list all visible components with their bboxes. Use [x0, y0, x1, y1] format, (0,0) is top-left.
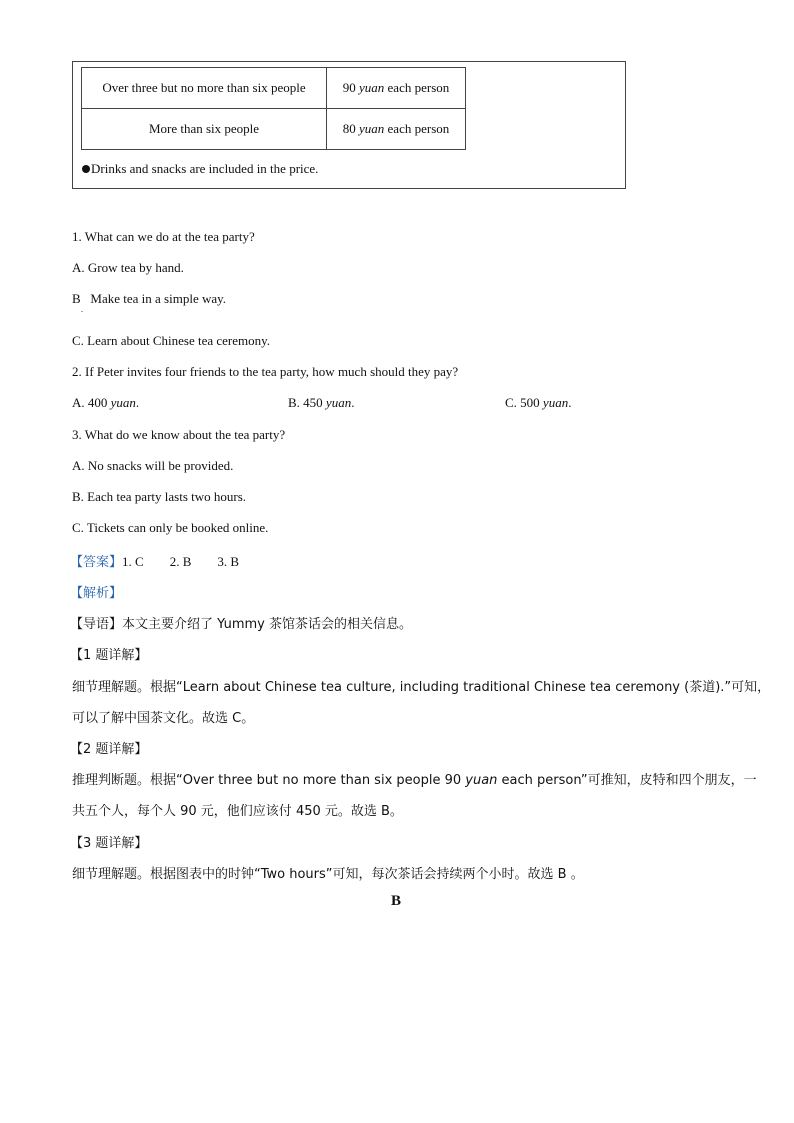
- section-heading: B: [391, 893, 402, 909]
- answer-2: 2. B: [169, 554, 192, 569]
- question-1-stem: 1. What can we do at the tea party?: [72, 229, 255, 244]
- group-cell: More than six people: [82, 109, 327, 150]
- question-2-stem: 2. If Peter invites four friends to the tea party, how much should they pay?: [72, 364, 459, 379]
- question-3-stem: 3. What do we know about the tea party?: [72, 427, 286, 442]
- price-table: [81, 67, 466, 150]
- question-3-option-b: B. Each tea party lasts two hours.: [72, 489, 247, 504]
- table-row: [82, 68, 466, 109]
- question-2-option-c: C. 500 yuan.: [505, 395, 572, 410]
- detail-2-text: 推理判断题。根据“Over three but no more than six people 90 yuan each person”可推知，皮特和四个朋友，一: [72, 773, 757, 788]
- detail-3-label: 【3 题详解】: [70, 836, 148, 851]
- price-cell: 90 yuan each person: [327, 68, 466, 109]
- detail-1-text: 细节理解题。根据“Learn about Chinese tea culture, including traditional Chinese tea ceremony (茶道).”可知，: [72, 680, 771, 695]
- question-1-option-c: C. Learn about Chinese tea ceremony.: [72, 333, 271, 348]
- intro-line: [70, 613, 412, 632]
- table-row: [82, 109, 466, 150]
- question-1-option-b: B Make tea in a simple way.: [72, 291, 227, 306]
- question-3-option-a: A. No snacks will be provided.: [72, 458, 234, 473]
- answer-3: 3. B: [217, 554, 240, 569]
- detail-2-label: 【2 题详解】: [70, 742, 148, 757]
- price-cell: 80 yuan each person: [327, 109, 466, 150]
- bullet-icon: [82, 165, 90, 173]
- question-2-option-a: A. 400 yuan.: [72, 395, 140, 410]
- detail-2-text-cont: 共五个人，每个人 90 元，他们应该付 450 元。故选 B。: [72, 804, 403, 819]
- answer-1: 1. C: [122, 554, 144, 569]
- detail-1-label: 【1 题详解】: [70, 648, 148, 663]
- option-b-dot: .: [81, 305, 83, 314]
- price-note: Drinks and snacks are included in the price.: [82, 161, 318, 177]
- intro-label: 【导语】: [70, 617, 123, 632]
- detail-1-text-cont: 可以了解中国茶文化。故选 C。: [72, 711, 255, 726]
- question-3-option-c: C. Tickets can only be booked online.: [72, 520, 269, 535]
- intro-text: 本文主要介绍了 Yummy 茶馆茶话会的相关信息。: [122, 617, 412, 632]
- answer-line: [70, 551, 239, 570]
- question-1-option-a: A. Grow tea by hand.: [72, 260, 184, 275]
- group-cell: Over three but no more than six people: [82, 68, 327, 109]
- answer-label: 【答案】: [70, 555, 123, 570]
- detail-3-text: 细节理解题。根据图表中的时钟“Two hours”可知，每次茶话会持续两个小时。故选 B 。: [72, 867, 584, 882]
- analysis-label: 【解析】: [70, 586, 123, 601]
- question-2-option-b: B. 450 yuan.: [288, 395, 355, 410]
